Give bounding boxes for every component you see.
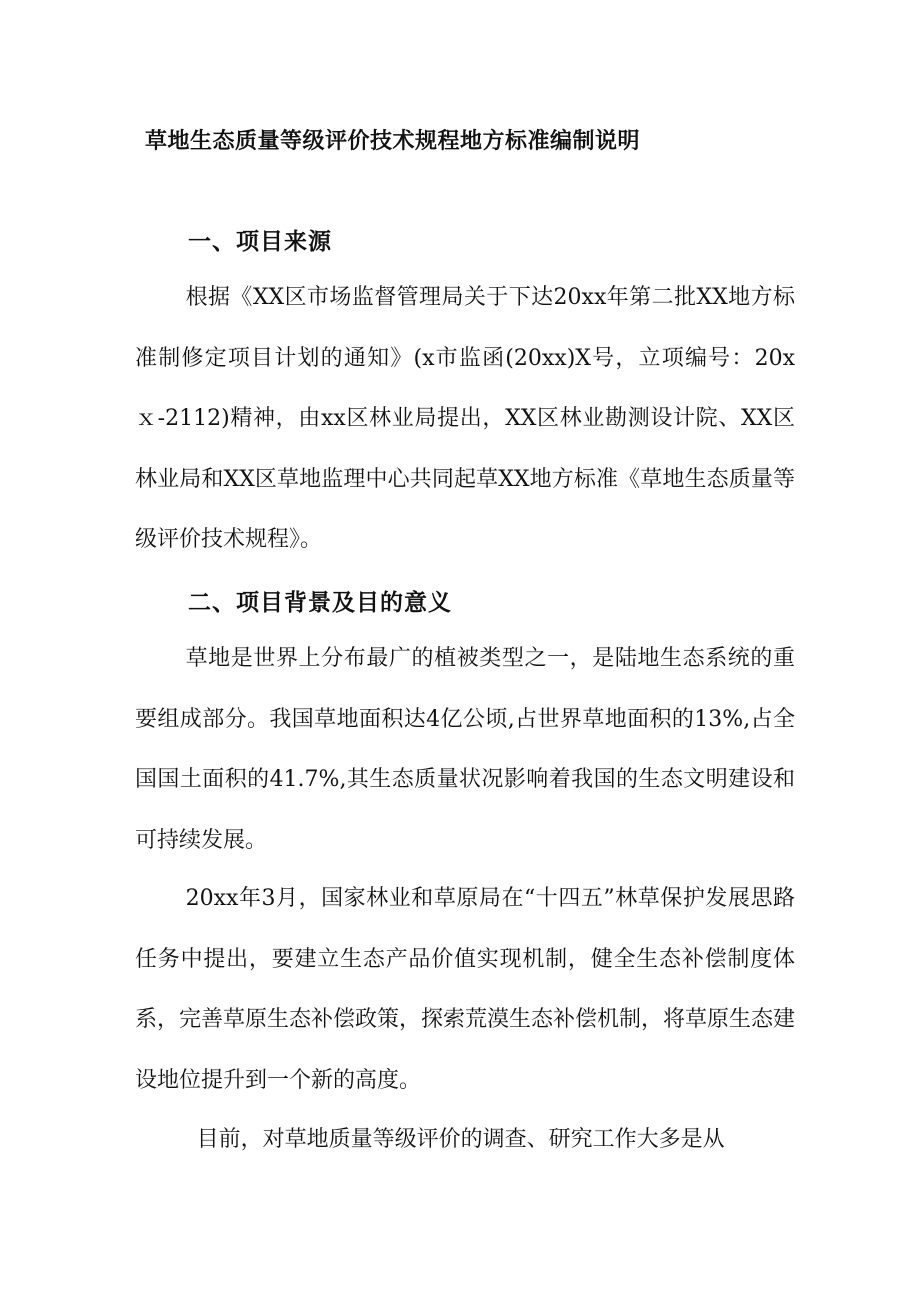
paragraph-background-3: 目前，对草地质量等级评价的调查、研究工作大多是从 <box>196 1127 725 1152</box>
document-title: 草地生态质量等级评价技术规程地方标准编制说明 <box>145 128 641 154</box>
paragraph-background-2: 20xx年3月，国家林业和草原局在“十四五”林草保护发展思路任务中提出，要建立生态产品价值实现机制，健全生态补偿制度体系，完善草原生态补偿政策，探索荒漠生态补偿机制，将草原生态建设地位提升到一个新的高度。 <box>135 886 796 1093</box>
section-heading-project-source: 一、项目来源 <box>188 228 332 255</box>
paragraph-background-1: 草地是世界上分布最广的植被类型之一，是陆地生态系统的重要组成部分。我国草地面积达4亿公顷,占世界草地面积的13%,占全国国土面积的41.7%,其生态质量状况影响着我国的生态文明建设和可持续发展。 <box>135 646 795 853</box>
paragraph-project-source: 根据《XX区市场监督管理局关于下达20xx年第二批XX地方标准制修定项目计划的通知》(x市监函(20xx)X号，立项编号：20xｘ-2112)精神，由xx区林业局提出，XX区林业勘测设计院、XX区林业局和XX区草地监理中心共同起草XX地方标准《草地生态质量等级评价技术规程》。 <box>135 285 795 552</box>
section-heading-background: 二、项目背景及目的意义 <box>188 589 452 616</box>
